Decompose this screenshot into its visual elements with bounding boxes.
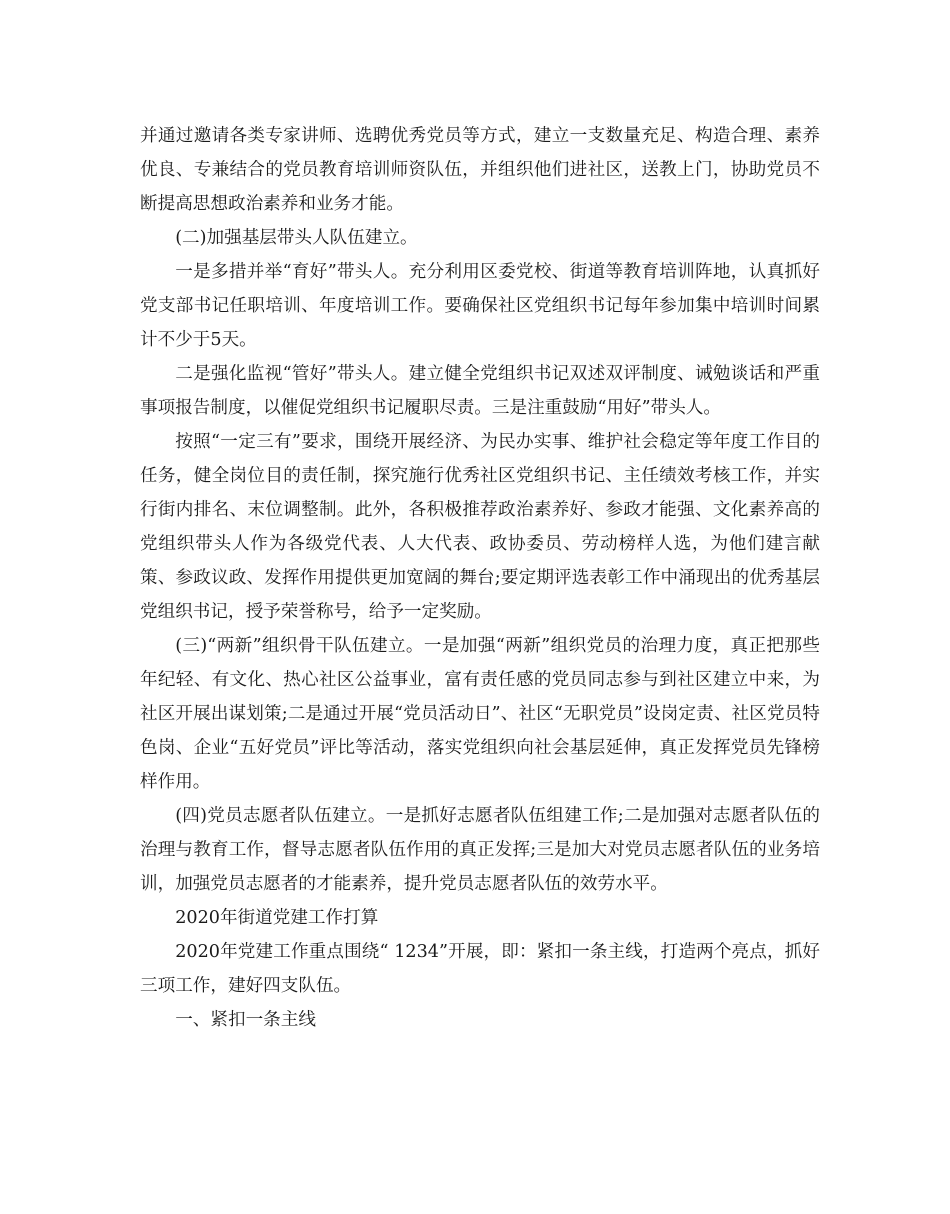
paragraph-1: 并通过邀请各类专家讲师、选聘优秀党员等方式，建立一支数量充足、构造合理、素养优良、专兼结合的党员教育培训师资队伍，并组织他们进社区，送教上门，协助党员不断提高思想政治素养和业务才能。 xyxy=(140,126,820,214)
paragraph-5: 按照“一定三有”要求，围绕开展经济、为民办实事、维护社会稳定等年度工作目的任务，健全岗位目的责任制，探究施行优秀社区党组织书记、主任绩效考核工作，并实行街内排名、末位调整制。此外，各积极推荐政治素养好、参政才能强、文化素养高的党组织带头人作为各级党代表、人大代表、政协委员、劳动榜样人选，为他们建言献策、参政议政、发挥作用提供更加宽阔的舞台;要定期评选表彰工作中涌现出的优秀基层党组织书记，授予荣誉称号，给予一定奖励。 xyxy=(140,432,820,622)
document-body xyxy=(140,119,820,1037)
section-heading-2: (二)加强基层带头人队伍建立。 xyxy=(175,228,418,248)
section-heading-main-line: 一、紧扣一条主线 xyxy=(175,1010,316,1030)
paragraph-9: 2020年党建工作重点围绕“ 1234”开展，即：紧扣一条主线，打造两个亮点，抓好三项工作，建好四支队伍。 xyxy=(140,942,820,996)
paragraph-4: 二是强化监视“管好”带头人。建立健全党组织书记双述双评制度、诫勉谈话和严重事项报告制度，以催促党组织书记履职尽责。三是注重鼓励“用好”带头人。 xyxy=(140,364,820,418)
paragraph-7: (四)党员志愿者队伍建立。一是抓好志愿者队伍组建工作;二是加强对志愿者队伍的治理与教育工作，督导志愿者队伍作用的真正发挥;三是加大对党员志愿者队伍的业务培训，加强党员志愿者的才能素养，提升党员志愿者队伍的效劳水平。 xyxy=(140,806,820,894)
paragraph-3: 一是多措并举“育好”带头人。充分利用区委党校、街道等教育培训阵地，认真抓好党支部书记任职培训、年度培训工作。要确保社区党组织书记每年参加集中培训时间累计不少于5天。 xyxy=(140,262,820,350)
paragraph-6: (三)“两新”组织骨干队伍建立。一是加强“两新”组织党员的治理力度，真正把那些年纪轻、有文化、热心社区公益事业，富有责任感的党员同志参与到社区建立中来，为社区开展出谋划策;二是通过开展“党员活动日”、社区“无职党员”设岗定责、社区党员特色岗、企业“五好党员”评比等活动，落实党组织向社会基层延伸，真正发挥党员先锋榜样作用。 xyxy=(140,636,820,792)
section-title-2020-plan: 2020年街道党建工作打算 xyxy=(175,908,379,928)
